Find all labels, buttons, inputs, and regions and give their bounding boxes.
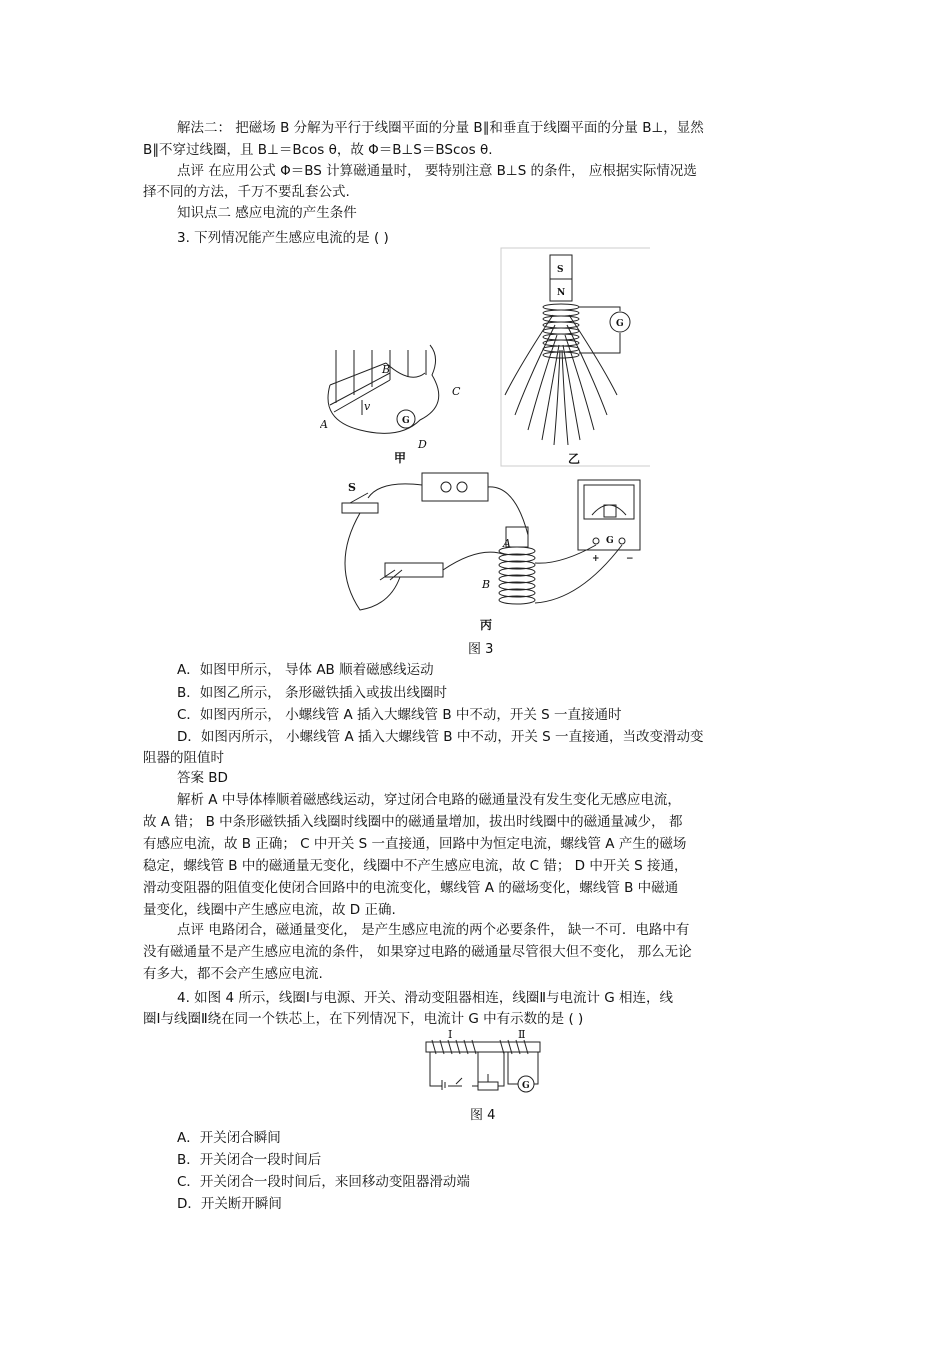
fig3-jia-diagram (328, 345, 439, 433)
fig3-label-jia: 甲 (394, 451, 407, 465)
q3-option-d-cont: 阻器的阻值时 (143, 750, 224, 766)
question-4-stem-1: 4. 如图 4 所示，线圈Ⅰ与电源、开关、滑动变阻器相连，线圈Ⅱ与电流计 G 相连，线 (177, 990, 674, 1006)
fig3-bing-minus: − (626, 554, 634, 564)
q4-option-d: D．开关断开瞬间 (177, 1196, 282, 1212)
q3-option-b: B．如图乙所示， 条形磁铁插入或拔出线圈时 (177, 685, 448, 701)
q3-analysis-1: 解析 A 中导体棒顺着磁感线运动，穿过闭合电路的磁通量没有发生变化无感应电流， (177, 792, 681, 808)
q3-analysis-2: 故 A 错； B 中条形磁铁插入线圈时线圈中的磁通量增加，拔出时线圈中的磁通量减少， 都 (143, 814, 683, 830)
q4-option-a: A．开关闭合瞬间 (177, 1130, 281, 1146)
q3-option-a: A．如图甲所示， 导体 AB 顺着磁感线运动 (177, 662, 434, 678)
q3-comment-2: 没有磁通量不是产生感应电流的条件， 如果穿过电路的磁通量尽管很大但不变化， 那么无论 (143, 944, 692, 960)
q3-analysis-3: 有感应电流，故 B 正确； C 中开关 S 一直接通，回路中为恒定电流，螺线管 A 产生的磁场 (143, 836, 687, 852)
text-line-4: 择不同的方法，千万不要乱套公式. (143, 184, 350, 200)
q3-answer: 答案 BD (177, 770, 228, 786)
fig3-jia-v: v (364, 400, 371, 413)
q3-comment-1: 点评 电路闭合，磁通量变化， 是产生感应电流的两个必要条件， 缺一不可．电路中有 (177, 922, 690, 938)
fig4-label-I: Ⅰ (448, 1028, 453, 1041)
fig3-jia-D: D (418, 438, 427, 451)
q3-analysis-6: 量变化，线圈中产生感应电流，故 D 正确. (143, 902, 396, 918)
fig3-jia-B: B (382, 363, 391, 376)
fig3-label-bing: 丙 (480, 618, 493, 632)
text-line-3: 点评 在应用公式 Φ＝BS 计算磁通量时， 要特别注意 B⊥S 的条件， 应根据实际情况选 (177, 163, 697, 179)
q3-comment-3: 有多大，都不会产生感应电流. (143, 966, 323, 982)
fig3-jia-C: C (452, 385, 461, 398)
fig3-yi-diagram (501, 248, 650, 466)
fig3-bing-diagram (342, 473, 640, 610)
fig3-bing-G: G (606, 536, 614, 546)
fig3-label-yi: 乙 (568, 452, 581, 466)
text-line-1: 解法二： 把磁场 B 分解为平行于线圈平面的分量 B∥和垂直于线圈平面的分量 B⊥，显然 (177, 120, 704, 136)
figure-4 (420, 1028, 550, 1098)
fig3-jia-A: A (320, 418, 328, 431)
section-heading: 知识点二 感应电流的产生条件 (177, 205, 357, 221)
q3-option-c: C．如图丙所示， 小螺线管 A 插入大螺线管 B 中不动，开关 S 一直接通时 (177, 707, 622, 723)
figure-3-caption: 图 3 (468, 642, 494, 657)
fig3-yi-G: G (616, 319, 624, 329)
fig3-jia-G: G (402, 416, 410, 426)
figure-3 (320, 245, 650, 635)
fig3-yi-S: S (557, 265, 564, 275)
fig3-bing-plus: + (592, 554, 600, 564)
fig3-yi-N: N (557, 288, 566, 298)
question-4-stem-2: 圈Ⅰ与线圈Ⅱ绕在同一个铁芯上，在下列情况下，电流计 G 中有示数的是 ( ) (143, 1011, 584, 1027)
fig4-label-II: Ⅱ (518, 1028, 526, 1041)
fig3-bing-S: S (348, 481, 356, 494)
fig3-bing-A: A (503, 537, 511, 550)
q3-analysis-5: 滑动变阻器的阻值变化使闭合回路中的电流变化，螺线管 A 的磁场变化，螺线管 B 中磁通 (143, 880, 679, 896)
q3-option-d: D．如图丙所示， 小螺线管 A 插入大螺线管 B 中不动，开关 S 一直接通，当改变滑动变 (177, 729, 704, 745)
q4-option-b: B．开关闭合一段时间后 (177, 1152, 322, 1168)
figure-4-caption: 图 4 (470, 1108, 496, 1123)
fig4-label-G: G (522, 1081, 530, 1091)
question-3-stem: 3. 下列情况能产生感应电流的是 ( ) (177, 230, 389, 246)
text-line-2: B∥不穿过线圈，且 B⊥＝Bcos θ，故 Φ＝B⊥S＝BScos θ. (143, 142, 493, 158)
fig3-bing-B: B (482, 578, 491, 591)
q4-option-c: C．开关闭合一段时间后，来回移动变阻器滑动端 (177, 1174, 470, 1190)
q3-analysis-4: 稳定，螺线管 B 中的磁通量无变化，线圈中不产生感应电流，故 C 错； D 中开关 S 接通， (143, 858, 688, 874)
